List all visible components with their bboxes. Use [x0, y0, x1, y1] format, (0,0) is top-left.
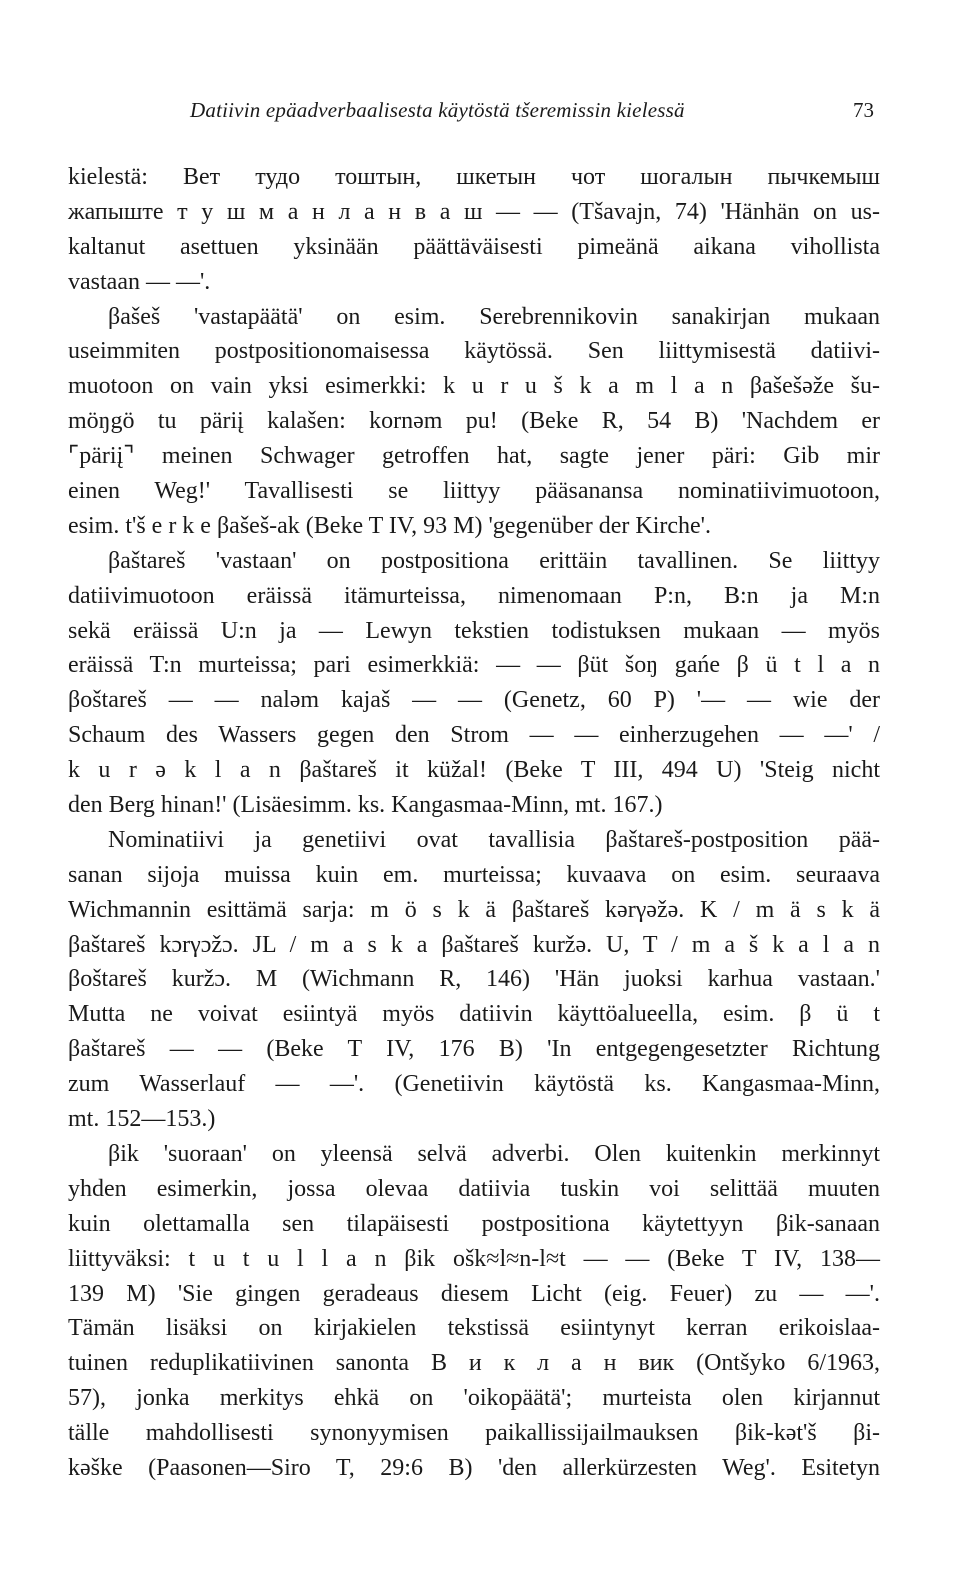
- text-line: mt. 152—153.): [68, 1106, 216, 1133]
- text-line: tuinen reduplikatiivinen sanonta В и к л а н вик (Ontšyko 6/1963,: [68, 1350, 880, 1377]
- text-line: ⌜päriį⌝ meinen Schwager getroffen hat, sagte jener päri: Gib mir: [68, 443, 880, 470]
- text-line: den Berg hinan!' (Lisäesimm. ks. Kangasmaa-Minn, mt. 167.): [68, 792, 663, 819]
- text-line: kielestä: Вет тудо тоштын, шкетын чот шогалын пычкемыш: [68, 164, 880, 190]
- text-line: muotoon on vain yksi esimerkki: k u r u š k a m l a n βašešəže šu-: [68, 373, 880, 400]
- body-text: [68, 160, 880, 1486]
- text-line: vastaan — —'.: [68, 268, 211, 295]
- text-line: Schaum des Wassers gegen den Strom — — einherzugehen — —' /: [68, 722, 880, 749]
- text-line: datiivimuotoon eräissä itämurteissa, nimenomaan P:n, B:n ja M:n: [68, 582, 880, 609]
- text-line: Tämän lisäksi on kirjakielen tekstissä esiintynyt kerran erikoislaa-: [68, 1315, 880, 1342]
- paragraph-start-line: Nominatiivi ja genetiivi ovat tavallisia βaštareš-postposition pää-: [108, 826, 880, 853]
- text-line: βaštareš kɔrγɔžɔ. JL / m a s k a βaštareš kuržə. U, T / m a š k a l a n: [68, 931, 880, 958]
- text-line: k u r ə k l a n βaštareš it küžal! (Beke T III, 494 U) 'Steig nicht: [68, 757, 880, 784]
- text-line: 139 M) 'Sie gingen geradeaus diesem Licht (eig. Feuer) zu — —'.: [68, 1280, 880, 1307]
- text-line: kəške (Paasonen—Siro T, 29:6 B) 'den allerkürzesten Weg'. Esitetyn: [68, 1454, 880, 1481]
- paragraph-start-line: βašeš 'vastapäätä' on esim. Serebrennikovin sanakirjan mukaan: [108, 303, 880, 330]
- text-line: yhden esimerkin, jossa olevaa datiivia tuskin voi selittää muuten: [68, 1175, 880, 1202]
- page-number: 73: [853, 98, 874, 122]
- text-line: βaštareš — — (Beke T IV, 176 B) 'In entgegengesetzter Richtung: [68, 1036, 880, 1063]
- text-line: tälle mahdollisesti synonyymisen paikallissijailmauksen βik-kət'š βi-: [68, 1420, 880, 1447]
- paragraph-start-line: βaštareš 'vastaan' on postpositiona erittäin tavallinen. Se liittyy: [108, 547, 880, 574]
- text-line: sekä eräissä U:n ja — Lewyn tekstien todistuksen mukaan — myös: [68, 617, 880, 644]
- text-line: Wichmannin esittämä sarja: m ö s k ä βaštareš kərγəžə. K / m ä s k ä: [68, 896, 880, 923]
- text-line: βoštareš — — naləm kajaš — — (Genetz, 60 P) '— — wie der: [68, 687, 880, 714]
- text-line: sanan sijoja muissa kuin em. murteissa; kuvaava on esim. seuraava: [68, 861, 880, 888]
- text-line: kuin olettamalla sen tilapäisesti postpositiona käytettyyn βik-sanaan: [68, 1210, 880, 1237]
- text-line: möŋgö tu päriį kalašen: kornəm pu! (Beke R, 54 B) 'Nachdem er: [68, 408, 880, 435]
- text-line: einen Weg!' Tavallisesti se liittyy pääsanansa nominatiivimuotoon,: [68, 478, 880, 505]
- running-head-title: Datiivin epäadverbaalisesta käytöstä tšeremissin kielessä: [190, 98, 685, 122]
- text-line: esim. t'š e r k e βašeš-ak (Beke T IV, 93 M) 'gegenüber der Kirche'.: [68, 512, 711, 539]
- text-line: kaltanut asettuen yksinään päättäväisesti pimeänä aikana vihollista: [68, 233, 880, 260]
- paragraph-start-line: βik 'suoraan' on yleensä selvä adverbi. Olen kuitenkin merkinnyt: [108, 1140, 880, 1167]
- text-line: βoštareš kuržɔ. M (Wichmann R, 146) 'Hän juoksi karhua vastaan.': [68, 966, 880, 993]
- text-line: eräissä T:n murteissa; pari esimerkkiä: — — βüt šoŋ gańe β ü t l a n: [68, 652, 880, 679]
- text-line: Mutta ne voivat esiintyä myös datiivin käyttöalueella, esim. β ü t: [68, 1001, 880, 1028]
- text-line: liittyväksi: t u t u l l a n βik ošk≈l≈n-l≈t — — (Beke T IV, 138—: [68, 1245, 880, 1272]
- text-line: жапыште т у ш м а н л а н в а ш — — (Tšavajn, 74) 'Hänhän on us-: [68, 198, 880, 225]
- text-line: zum Wasserlauf — —'. (Genetiivin käytöstä ks. Kangasmaa-Minn,: [68, 1071, 880, 1098]
- text-line: 57), jonka merkitys ehkä on 'oikopäätä'; murteista olen kirjannut: [68, 1385, 880, 1412]
- text-line: useimmiten postpositionomaisessa käytössä. Sen liittymisestä datiivi-: [68, 338, 880, 365]
